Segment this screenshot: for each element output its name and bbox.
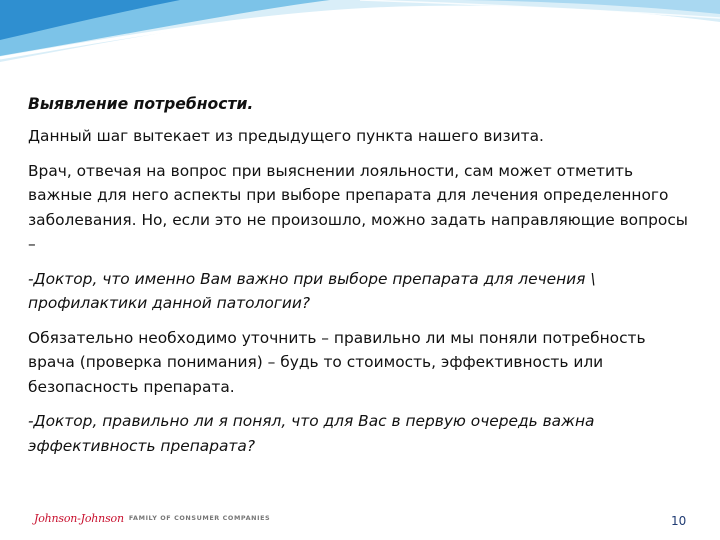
paragraph-intro: Данный шаг вытекает из предыдущего пункта нашего визита. [28,127,544,145]
question-confirm-efficacy: -Доктор, правильно ли я понял, что для Вас в первую очередь важна эффективность препарата? [28,412,595,455]
slide-body [28,92,696,468]
brand-tagline: FAMILY OF CONSUMER COMPANIES [128,514,271,522]
slide-heading: Выявление потребности. [28,95,254,113]
page-number: 10 [671,514,687,528]
header-wave-decoration [0,0,720,80]
paragraph-verify-understanding: Обязательно необходимо уточнить – правильно ли мы поняли потребность врача (проверка понимания) – будь то стоимость, эффективность или безопасность препарата. [28,328,646,396]
brand-name: Johnson-Johnson [34,511,124,525]
paragraph-doctor-answer: Врач, отвечая на вопрос при выяснении лояльности, сам может отметить важные для него аспекты при выборе препарата для лечения определенного заболевания. Но, если это не произошло, можно задать направляющие вопросы – [28,161,688,253]
company-logo [34,509,270,527]
question-what-matters: -Доктор, что именно Вам важно при выборе препарата для лечения \ профилактики данной патологии? [28,269,596,312]
